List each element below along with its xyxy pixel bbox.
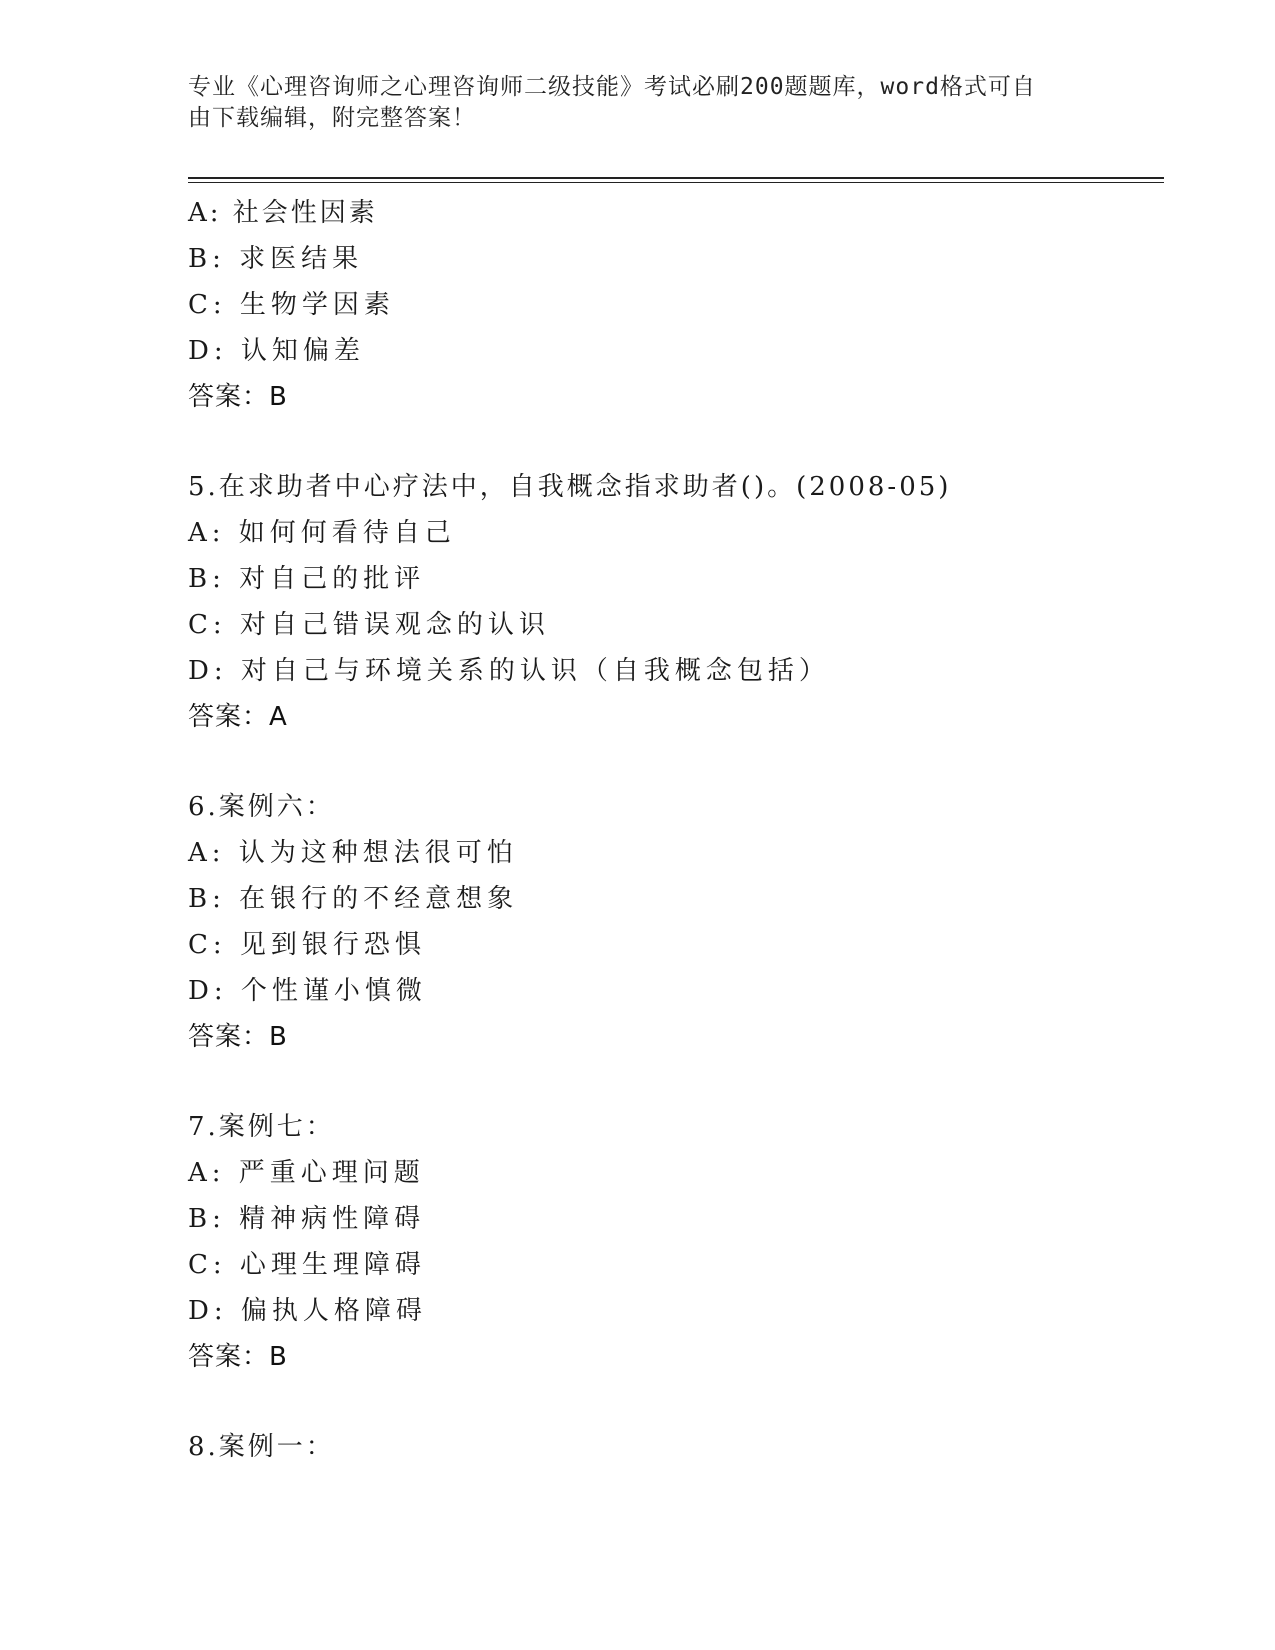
header-divider-thin [188,182,1164,183]
question-block-8 [188,1424,1164,1470]
question-text: 7.案例七： [188,1112,335,1142]
answer-label: 答案：B [188,1342,288,1372]
question-list [188,190,1164,1470]
header-line-1: 专业《心理咨询师之心理咨询师二级技能》考试必刷200题题库，word格式可自 [188,74,1036,100]
option-a: A: 社会性因素 [188,198,378,228]
option-a: A: 认为这种想法很可怕 [188,838,518,868]
document-header [188,72,1088,134]
option-c: C: 生物学因素 [188,290,395,320]
option-c: C: 对自己错误观念的认识 [188,610,550,640]
answer-label: 答案：B [188,382,288,412]
option-c: C: 心理生理障碍 [188,1250,426,1280]
option-c: C: 见到银行恐惧 [188,930,426,960]
option-d: D: 对自己与环境关系的认识（自我概念包括） [188,656,830,686]
option-b: B: 对自己的批评 [188,564,426,594]
spacer [188,1380,1164,1424]
question-block-6 [188,784,1164,1060]
option-d: D: 个性谨小慎微 [188,976,427,1006]
option-b: B: 求医结果 [188,244,364,274]
option-d: D: 偏执人格障碍 [188,1296,427,1326]
question-text: 6.案例六： [188,792,335,822]
question-block-7 [188,1104,1164,1380]
question-block-5 [188,464,1164,740]
question-block-prev [188,190,1164,420]
answer-label: 答案：A [188,702,288,732]
question-text: 8.案例一： [188,1432,335,1462]
option-b: B: 在银行的不经意想象 [188,884,519,914]
header-divider-thick [188,177,1164,179]
option-d: D: 认知偏差 [188,336,365,366]
spacer [188,420,1164,464]
option-b: B: 精神病性障碍 [188,1204,426,1234]
option-a: A: 如何何看待自己 [188,518,456,548]
header-line-2: 由下载编辑，附完整答案！ [188,105,476,131]
spacer [188,1060,1164,1104]
answer-label: 答案：B [188,1022,288,1052]
option-a: A: 严重心理问题 [188,1158,425,1188]
spacer [188,740,1164,784]
question-text: 5.在求助者中心疗法中，自我概念指求助者()。(2008-05) [188,472,952,502]
